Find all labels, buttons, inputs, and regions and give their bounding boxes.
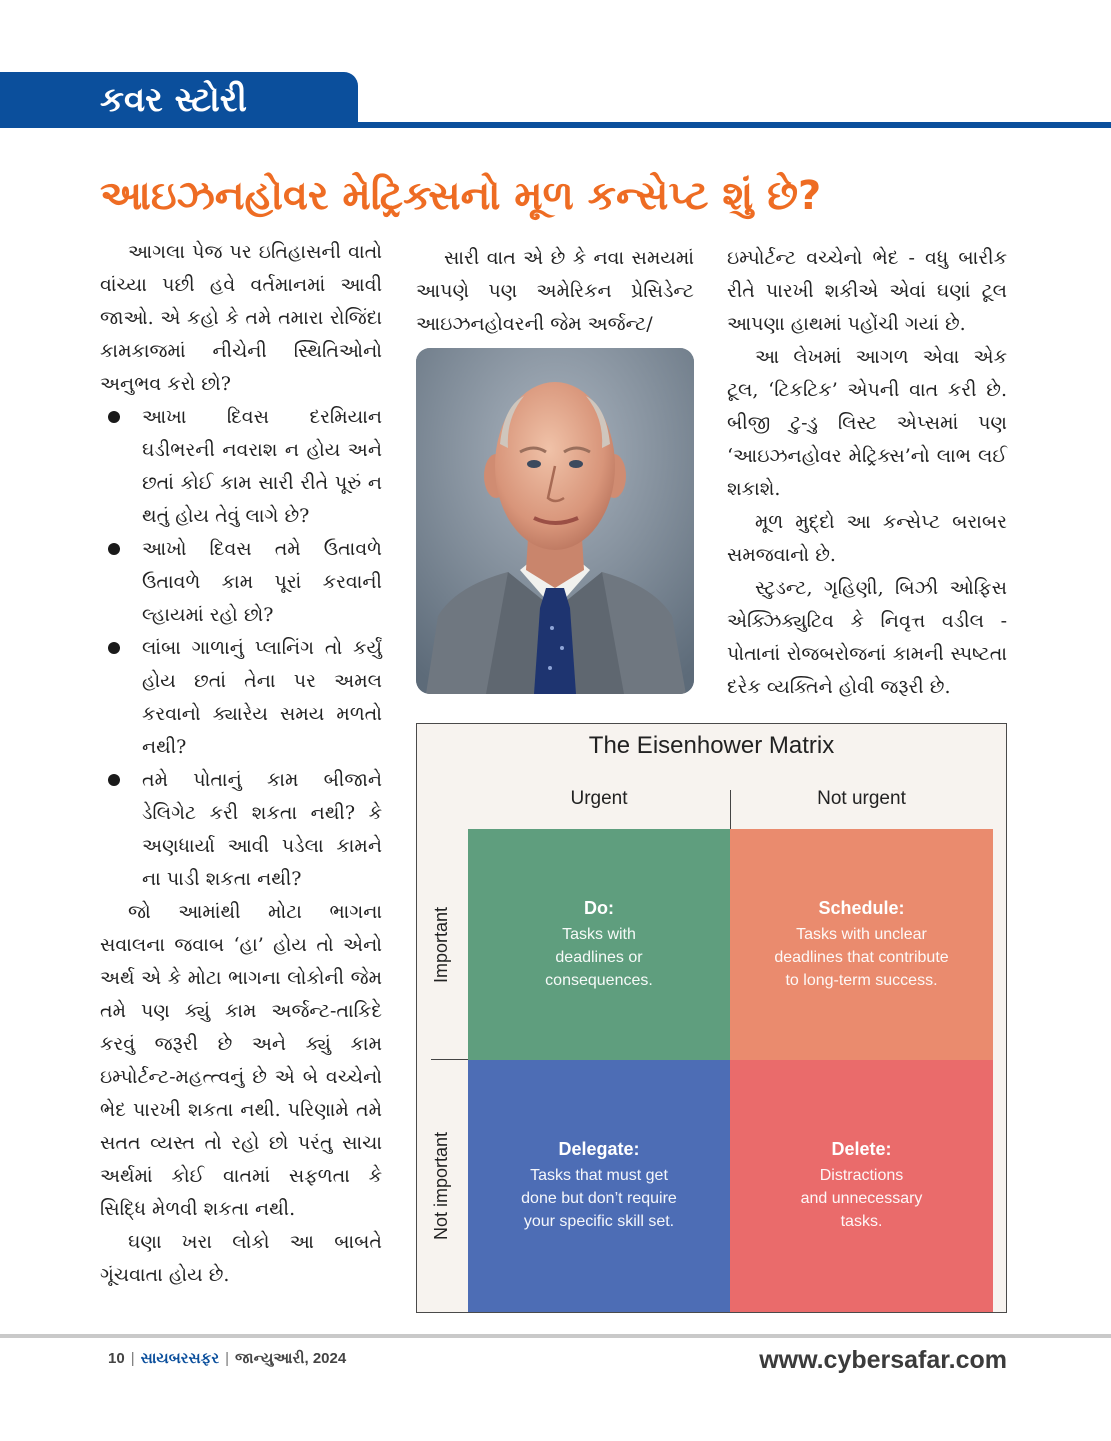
section-label: કવર સ્ટોરી — [0, 72, 358, 128]
magazine-name: સાયબરસફર — [140, 1350, 220, 1367]
body-paragraph: ઇમ્પોર્ટન્ટ વચ્ચેનો ભેદ - વધુ બારીક રીતે પારખી શકીએ એવાં ઘણાં ટૂલ આપણા હાથમાં પહોંચી ગયાં છે. — [727, 247, 1007, 335]
intro-paragraph: આગલા પેજ પર ઇતિહાસની વાતો વાંચ્યા પછી હવે વર્તમાનમાં આવી જાઓ. એ કહો કે તમે તમારા રોજિંદા કામકાજમાં નીચેની સ્થિતિઓનો અનુભવ કરો છો? — [100, 241, 382, 395]
list-item: આખા દિવસ દરમિયાન ઘડીભરની નવરાશ ન હોય અને છતાં કોઈ કામ સારી રીતે પૂરું ન થતું હોય તેવું લાગે છે? — [100, 401, 382, 533]
issue-date: જાન્યુઆરી, 2024 — [235, 1350, 347, 1367]
question-list — [100, 401, 382, 896]
quadrant-title: Schedule: — [818, 897, 905, 918]
article-column-1 — [100, 236, 382, 1292]
quadrant-description: Tasks with unclear deadlines that contribute to long-term success. — [774, 925, 949, 989]
col-label-not-urgent: Not urgent — [817, 788, 906, 809]
article-column-3 — [727, 242, 1007, 704]
matrix-title: The Eisenhower Matrix — [588, 732, 835, 759]
list-item: લાંબા ગાળાનું પ્લાનિંગ તો કર્યું હોય છતાં તેના પર અમલ કરવાનો ક્યારેય સમય મળતો નથી? — [100, 632, 382, 764]
portrait-illustration — [416, 348, 694, 694]
body-paragraph: મૂળ મુદ્દો આ કન્સેપ્ટ બરાબર સમજવાનો છે. — [727, 511, 1007, 566]
separator: | — [130, 1350, 135, 1367]
quadrant-description: Tasks that must get done but don’t require your specific skill set. — [521, 1167, 677, 1230]
list-item: આખો દિવસ તમે ઉતાવળે ઉતાવળે કામ પૂરાં કરવાની લ્હાયમાં રહો છો? — [100, 533, 382, 632]
col-label-urgent: Urgent — [570, 788, 628, 809]
body-paragraph: સ્ટુડન્ટ, ગૃહિણી, બિઝી ઓફિસ એક્ઝિક્યુટિવ કે નિવૃત્ત વડીલ - પોતાનાં રોજબરોજનાં કામની સ્પષ્ટતા દરેક વ્યક્તિને હોવી જરૂરી છે. — [727, 577, 1007, 698]
row-label-not-important: Not important — [431, 1131, 451, 1241]
separator: | — [225, 1350, 230, 1367]
list-item: તમે પોતાનું કામ બીજાને ડેલિગેટ કરી શકતા નથી? કે અણધાર્યા આવી પડેલા કામને ના પાડી શકતા નથી? — [100, 764, 382, 896]
page-number: 10 — [108, 1350, 125, 1367]
page-title: આઇઝનહોવર મેટ્રિક્સનો મૂળ કન્સેપ્ટ શું છે? — [100, 173, 822, 219]
body-paragraph: આ લેખમાં આગળ એવા એક ટૂલ, ‘ટિકટિક’ એપની વાત કરી છે. બીજી ટુ-ડુ લિસ્ટ એપ્સમાં પણ ‘આઇઝનહોવર મેટ્રિક્સ’નો લાભ લઈ શકાશે. — [727, 346, 1007, 500]
body-paragraph: સારી વાત એ છે કે નવા સમયમાં આપણે પણ અમેરિકન પ્રેસિડેન્ટ આઇઝનહોવરની જેમ અર્જન્ટ/ — [416, 247, 694, 335]
eisenhower-matrix-figure — [416, 723, 1007, 1313]
quadrant-schedule — [730, 829, 993, 1060]
article-column-2 — [416, 242, 694, 341]
row-label-important: Important — [431, 906, 451, 984]
quadrant-delete — [730, 1060, 993, 1312]
quadrant-title: Do: — [584, 897, 614, 918]
quadrant-description: Tasks with deadlines or consequences. — [545, 925, 653, 989]
quadrant-title: Delete: — [831, 1139, 892, 1159]
body-paragraph: જો આમાંથી મોટા ભાગના સવાલના જવાબ ‘હા’ હોય તો એનો અર્થ એ કે મોટા ભાગના લોકોની જેમ તમે પણ ક્યું કામ અર્જન્ટ-તાકિદે કરવું જરૂરી છે અને ક્યું કામ ઇમ્પોર્ટન્ટ-મહત્ત્વનું છે એ બે વચ્ચેનો ભેદ પારખી શકતા નથી. પરિણામે તમે સતત વ્યસ્ત તો રહો છો પરંતુ સાચા અર્થમાં કોઈ વાતમાં સફળતા કે સિદ્ધિ મેળવી શકતા નથી. — [100, 901, 382, 1220]
website-link[interactable]: www.cybersafar.com — [759, 1346, 1007, 1374]
eisenhower-portrait — [416, 348, 694, 694]
quadrant-delegate — [468, 1060, 730, 1312]
header-rule — [0, 122, 1111, 128]
footer-meta — [108, 1350, 346, 1367]
axis-divider-vertical — [730, 790, 731, 830]
quadrant-do — [468, 829, 730, 1060]
body-paragraph: ઘણા ખરા લોકો આ બાબતે ગૂંચવાતા હોય છે. — [100, 1231, 382, 1286]
quadrant-title: Delegate: — [558, 1139, 640, 1159]
footer-rule — [0, 1334, 1111, 1338]
quadrant-description: Distractions and unnecessary tasks. — [800, 1167, 923, 1230]
